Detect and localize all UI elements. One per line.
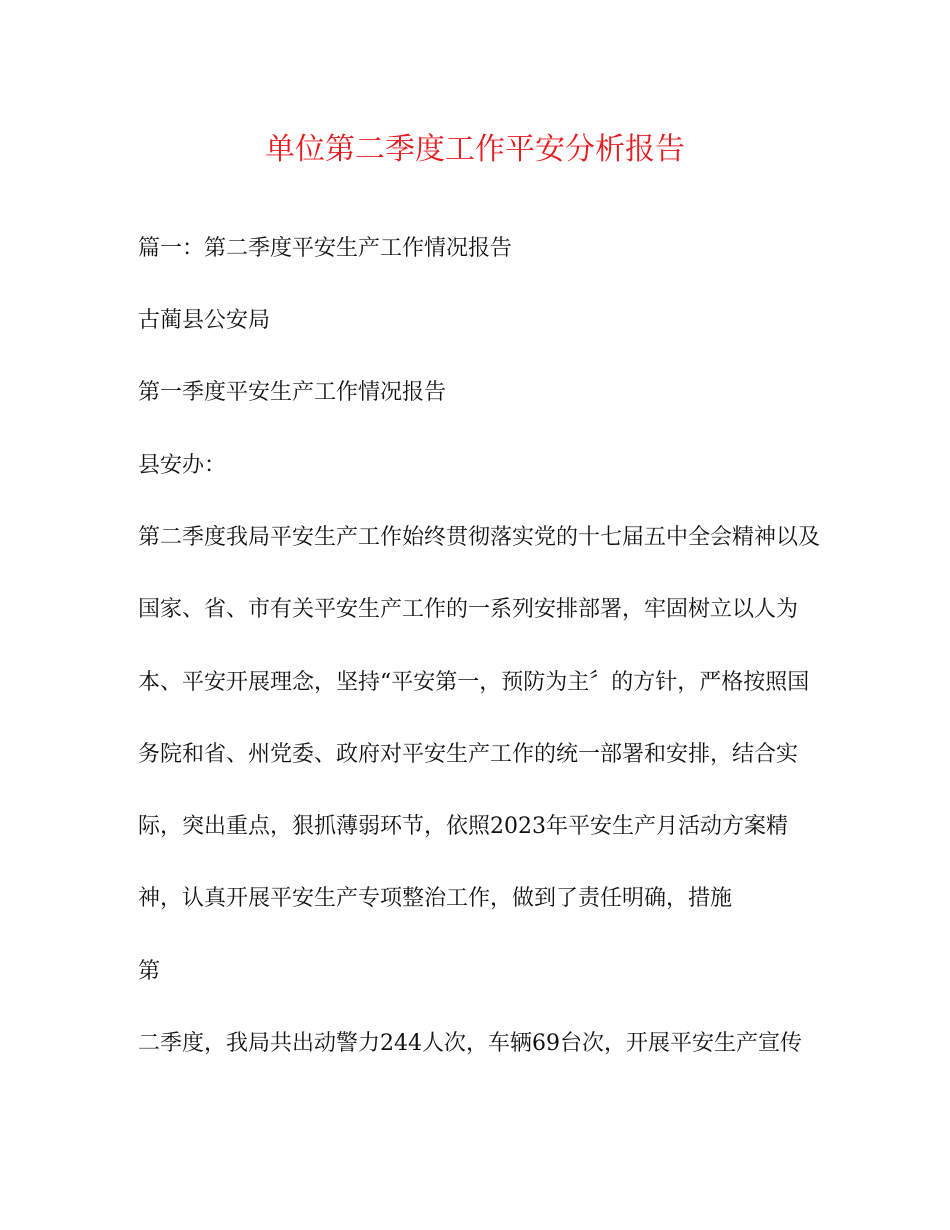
body-line: 本、平安开展理念，坚持“平安第一，预防为主〞的方针，严格按照国: [138, 670, 810, 695]
body-line: 务院和省、州党委、政府对平安生产工作的统一部署和安排，结合实: [138, 742, 799, 767]
body-line: 国家、省、市有关平安生产工作的一系列安排部署，牢固树立以人为: [138, 597, 799, 622]
body-line: 际，突出重点，狠抓薄弱环节，依照2023年平安生产月活动方案精: [138, 814, 788, 839]
organization-name: 古蔺县公安局: [138, 308, 271, 333]
report-subtitle: 第一季度平安生产工作情况报告: [138, 380, 447, 405]
document-title: 单位第二季度工作平安分析报告: [265, 132, 685, 167]
addressee: 县安办：: [138, 453, 227, 478]
body-line: 第: [138, 959, 161, 984]
body-line: 神，认真开展平安生产专项整治工作，做到了责任明确，措施: [138, 886, 733, 911]
body-line: 第二季度我局平安生产工作始终贯彻落实党的十七届五中全会精神以及: [138, 525, 821, 550]
section-heading: 篇一：第二季度平安生产工作情况报告: [138, 236, 513, 261]
body-line: 二季度，我局共出动警力244人次，车辆69台次，开展平安生产宣传: [138, 1031, 802, 1056]
